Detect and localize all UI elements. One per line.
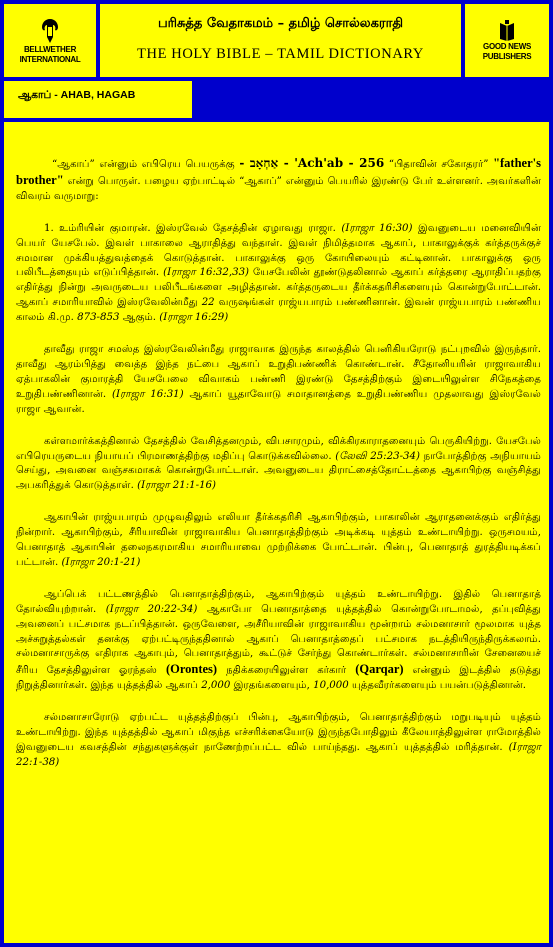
good-news-logo: [465, 4, 549, 77]
place-name-english: (Qarqar): [355, 662, 404, 677]
scripture-reference: (Iராஜா 16:29): [159, 312, 229, 324]
paragraph-1: “ஆகாப்” என்னும் எபிரெய பெயருக்கு - אַחְאָב - 'Ach'ab - 256 “பிதாவின் சகோதரர்” "father's brother" என்று பொருள். பழைய ஏற்பாட்டில் “ஆகாப்” என்னும் பெயரில் இரண்டு பேர் உள்ளனர். அவர்களின் விவரம் வருமாறு:: [16, 156, 541, 202]
logo-text-line1: BELLWETHER: [23, 44, 77, 54]
title-tamil: பரிசுத்த வேதாகமம் – தமிழ் சொல்லகராதி: [157, 16, 404, 31]
hebrew-word: - אַחְאָב - 'Ach'ab - 256: [239, 156, 385, 170]
paragraph-6: ஆப்பெக் பட்டணத்தில் பெனாதாத்திற்கும், ஆகாபிற்கும் யுத்தம் உண்டாயிற்று. இதில் பெனாதாத் தோல்வியுற்றான். (Iராஜா 20:22-34) ஆகாபோ பெனாதாத்தை யுத்தத்தில் கொன்றுபோடாமல், தப்புவித்து அவனைப் பட்சமாக நடப்பித்தான். ஒருவேளை, அசீரியாவின் ராஜாவாகிய மூன்றாம் சல்மனாசார் மூலமாக யுத்த அச்சுறுத்தல்கள் தனக்கு ஏற்பட்டிருந்ததினால் ஆகாப் பெனாதாத்தைப் பட்சமாக நடத்தியிருந்திருக்கலாம். சல்மனாசாருக்கு எதிராக ஆகாபும், பெனாதாத்தும், கூட்டுச் சேர்ந்து கொண்டார்கள். சல்மனாசாரின் சேனையைச் சீரிய தேசத்திலுள்ள ஓரந்தஸ் (Orontes) நதிக்கரையிலுள்ள கர்கார் (Qarqar) என்னும் இடத்தில் தடுத்து நிறுத்தினார்கள். இந்த யுத்தத்தில் ஆகாப் 2,000 இரதங்களையும், 10,000 யுத்தவீரர்களையும் பயன்படுத்தினான்.: [16, 588, 542, 692]
paragraph-3: தாவீது ராஜா சமஸ்த இஸ்ரவேலின்மீது ராஜாவாக இருந்த காலத்தில் பெனிகியரோடு நட்புறவில் இருந்தார். தாவீது ஆரம்பித்து வைத்த இந்த நட்பை ஆகாப் உறுதிபண்ணிக் கொண்டான். சீதோனியரின் ராஜாவாகிய ஏத்பாகலின் குமாரத்தி யேசபேலை விவாகம் பண்ணி இரண்டு தேசத்திற்கும் இடையிலுள்ள சிநேகத்தை உறுதிபண்ணினான். (Iராஜா 16:31) ஆகாப் யூதாவோடு சமாதானத்தை உறுதிபண்ணிய முதலாவது இஸ்ரவேல் ராஜா ஆவான்.: [16, 344, 541, 415]
logo-text-line2: INTERNATIONAL: [19, 54, 81, 64]
english-meaning: "father's brother": [16, 156, 541, 187]
scripture-reference: (லேவி 25:23-34): [335, 450, 420, 462]
scripture-reference: (Iராஜா 16:32,33): [163, 267, 250, 279]
paragraph-7: சல்மனாசாரோடு ஏற்பட்ட யுத்தத்திற்குப் பின்பு, ஆகாபிற்கும், பெனாதாத்திற்கும் மறுபடியும் யுத்தம் உண்டாயிற்று. இந்த யுத்தத்தில் ஆகாப் மிகுந்த எச்சரிக்கையோடு இருந்தபோதிலும் கீலேயாத்திலுள்ள ராமோத்தில் இவனுடைய கவசத்தின் சந்துகளுக்குள் நாணேற்றப்பட்ட வில் பாய்ந்தது. ஆகாப் யுத்தத்தில் மரித்தான். (Iராஜா 22:1-38): [16, 712, 541, 768]
book-icon: [498, 20, 516, 42]
bellwether-logo: [4, 4, 96, 77]
entry-content: [4, 122, 549, 943]
paragraph-4: கள்ளமார்க்கத்தினால் தேசத்தில் வேசித்தனமும், விபசாரமும், விக்கிரகாராதனையும் பெருகியிற்று. யேசபேல் எபிரெயருடைய நியாயப் பிரமாணத்திற்கு மதிப்பு கொடுக்கவில்லை. (லேவி 25:23-34) நாபோத்திற்கு அநியாயம் செய்து, அவனை வஞ்சகமாகக் கொன்றுபோட்டாள். அவனுடைய திராட்சைத்தோட்டத்தை ஆகாபிற்கு வஞ்சித்து அபகரித்துக் கொடுத்தாள். (Iராஜா 21:1-16): [16, 435, 541, 492]
place-name-english: (Orontes): [165, 662, 218, 677]
paragraph-2: 1. உம்ரியின் குமாரன். இஸ்ரவேல் தேசத்தின் ஏழாவது ராஜா. (Iராஜா 16:30) இவனுடைய மனைவியின் பெயர் யேசபேல். இவள் பாகாலை ஆராதித்து வந்தாள். இவள் நிமித்தமாக ஆகாப், பாகாலுக்குக் கர்த்தருக்குச் சமமான முக்கியத்துவத்தைக் கொடுத்தான். பாகாலுக்கு ஒரு கோயிலையும் கட்டினான். பாகாலுக்கு ஒரு பலிபீடத்தையும் எடுப்பித்தான். (Iராஜா 16:32,33) யேசபேலின் தூண்டுதலினால் ஆகாப் கர்த்தரை ஆராதிப்பதற்கு எதிர்த்து நின்று அவருடைய பலிபீடங்களை அழித்தான். கர்த்தருடைய தீர்க்கதரிசிகளையும் கொன்றுபோட்டான். ஆகாப் சமாரியாவில் இஸ்ரவேலின்மீது 22 வருஷங்கள் ராஜ்யபாரம் பண்ணினான். இவன் ராஜ்யபாரம் பண்ணிய காலம் கி.மு. 873-853 ஆகும். (Iராஜா 16:29): [16, 222, 541, 324]
scripture-reference: (Iராஜா 16:30): [341, 222, 413, 234]
logo-text-line2: PUBLISHERS: [482, 51, 532, 61]
scripture-reference: (Iராஜா 20:22-34): [105, 603, 198, 615]
ram-head-icon: [39, 17, 61, 45]
logo-text-line1: GOOD NEWS: [483, 41, 531, 51]
title-english: THE HOLY BIBLE – TAMIL DICTIONARY: [137, 46, 424, 62]
scripture-reference: (Iராஜா 21:1-16): [137, 480, 217, 492]
entry-heading: ஆகாப் - AHAB, HAGAB: [4, 81, 192, 118]
scripture-reference: (Iராஜா 16:31): [112, 388, 184, 400]
scripture-reference: (Iராஜா 22:1-38): [16, 742, 541, 768]
paragraph-5: ஆகாபின் ராஜ்யபாரம் முழுவதிலும் எலியா தீர்க்கதரிசி ஆகாபிற்கும், பாகாலின் ஆராதனைக்கும் எதிர்த்து நின்றார். ஆகாபிற்கும், சீரியாவின் ராஜாவாகிய பெனாதாத்திற்கும் அடிக்கடி யுத்தம் உண்டாயிற்று. ஒருசமயம், பெனாதாத் ஆகாபின் தலைநகரமாகிய சமாரியாவை முற்றிக்கை போட்டான். பின்பு, பெனாதாத் துரத்தியடிக்கப் பட்டான். (Iராஜா 20:1-21): [16, 512, 541, 568]
header-title-panel: [100, 4, 461, 77]
scripture-reference: (Iராஜா 20:1-21): [61, 556, 141, 568]
